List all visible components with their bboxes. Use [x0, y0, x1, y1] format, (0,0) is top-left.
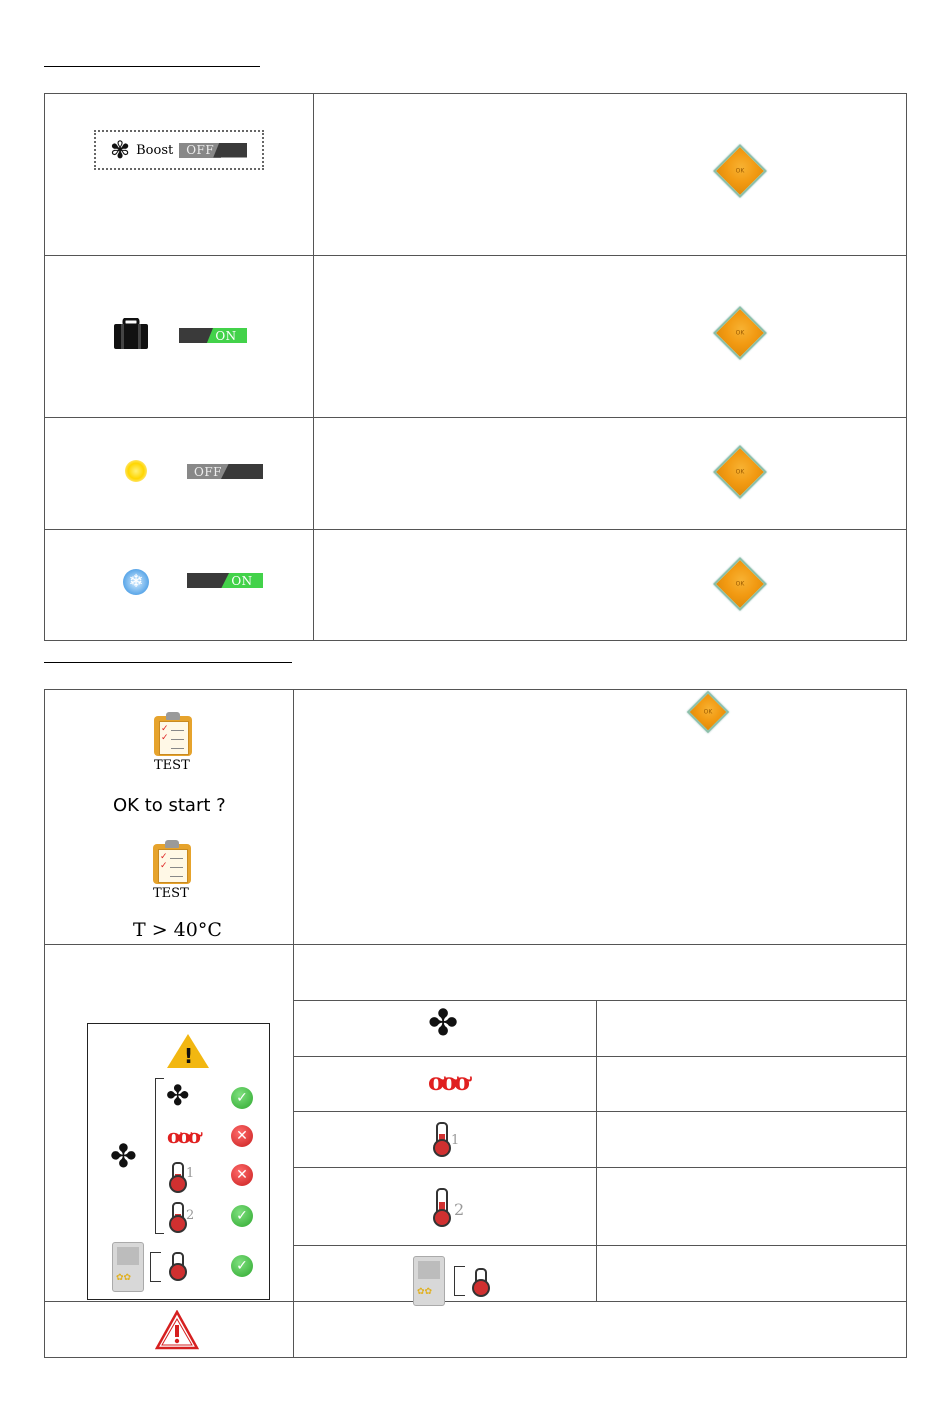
ok-button[interactable]: OK	[713, 144, 767, 198]
thermometer-1-icon	[436, 1122, 448, 1152]
check-error-icon: ✕	[231, 1125, 253, 1147]
test-label: TEST	[154, 758, 190, 773]
mode-table-row-line	[44, 255, 907, 256]
mode-table-divider	[313, 93, 314, 641]
warning-icon: !	[167, 1034, 209, 1068]
thermometer-1-label: 1	[186, 1166, 195, 1181]
fan-icon: ✤	[428, 1003, 459, 1044]
ok-button[interactable]: OK	[713, 445, 767, 499]
result-bracket	[454, 1266, 465, 1296]
thermometer-icon	[172, 1252, 184, 1276]
section2-heading-rule	[44, 662, 292, 663]
test-table-row-line	[44, 1301, 907, 1302]
summer-switch[interactable]: OFF	[187, 464, 263, 479]
snowflake-icon: ❄	[123, 569, 149, 595]
test-subtable-divider	[596, 1000, 597, 1301]
thermometer-1-icon	[172, 1162, 184, 1188]
result-bracket	[155, 1078, 164, 1234]
boost-switch[interactable]: OFF	[179, 143, 247, 158]
test-table-row-line	[293, 1111, 907, 1112]
check-ok-icon: ✓	[231, 1087, 253, 1109]
mode-table-row-line	[44, 417, 907, 418]
fan-icon: ✤	[166, 1079, 190, 1112]
thermometer-2-icon	[436, 1188, 448, 1222]
check-ok-icon: ✓	[231, 1255, 253, 1277]
test-label: TEST	[153, 886, 189, 901]
thermometer-2-label: 2	[186, 1208, 195, 1223]
check-error-icon: ✕	[231, 1164, 253, 1186]
suitcase-icon	[113, 318, 149, 350]
start-prompt: OK to start ?	[113, 795, 226, 816]
sun-icon	[125, 460, 147, 482]
test-table-row-line	[293, 1000, 907, 1001]
winter-switch[interactable]: ON	[187, 573, 263, 588]
check-ok-icon: ✓	[231, 1205, 253, 1227]
test-table-row-line	[44, 944, 907, 945]
test-clipboard-icon: ✓ ✓	[154, 710, 192, 756]
mode-table	[44, 93, 907, 641]
fan-icon: ✾	[110, 136, 131, 164]
heater-coil-icon: ơơơ	[428, 1067, 468, 1096]
heater-coil-icon: ơơơ	[167, 1124, 199, 1148]
result-bracket	[150, 1252, 161, 1282]
warning-triangle-icon	[155, 1310, 199, 1350]
thermometer-1-label: 1	[451, 1133, 460, 1148]
holiday-switch[interactable]: ON	[179, 328, 247, 343]
fan-icon: ✤	[110, 1137, 137, 1175]
boost-label: Boost	[136, 142, 174, 158]
boost-display	[94, 130, 264, 170]
test-clipboard-icon: ✓ ✓	[153, 838, 191, 884]
test-table-row-line	[293, 1245, 907, 1246]
test-table-row-line	[293, 1167, 907, 1168]
test-table-row-line	[293, 1056, 907, 1057]
thermometer-2-label: 2	[454, 1200, 465, 1219]
thermometer-icon	[475, 1268, 487, 1292]
ok-button[interactable]: OK	[713, 306, 767, 360]
ok-button[interactable]: OK	[687, 691, 729, 733]
section1-heading-rule	[44, 66, 260, 67]
temperature-condition: T > 40°C	[133, 919, 222, 941]
mode-table-row-line	[44, 529, 907, 530]
thermometer-2-icon	[172, 1202, 184, 1228]
ok-button[interactable]: OK	[713, 557, 767, 611]
control-unit-icon: ✿✿	[112, 1242, 144, 1292]
test-table-divider	[293, 689, 294, 1358]
control-unit-icon: ✿✿	[413, 1256, 445, 1306]
